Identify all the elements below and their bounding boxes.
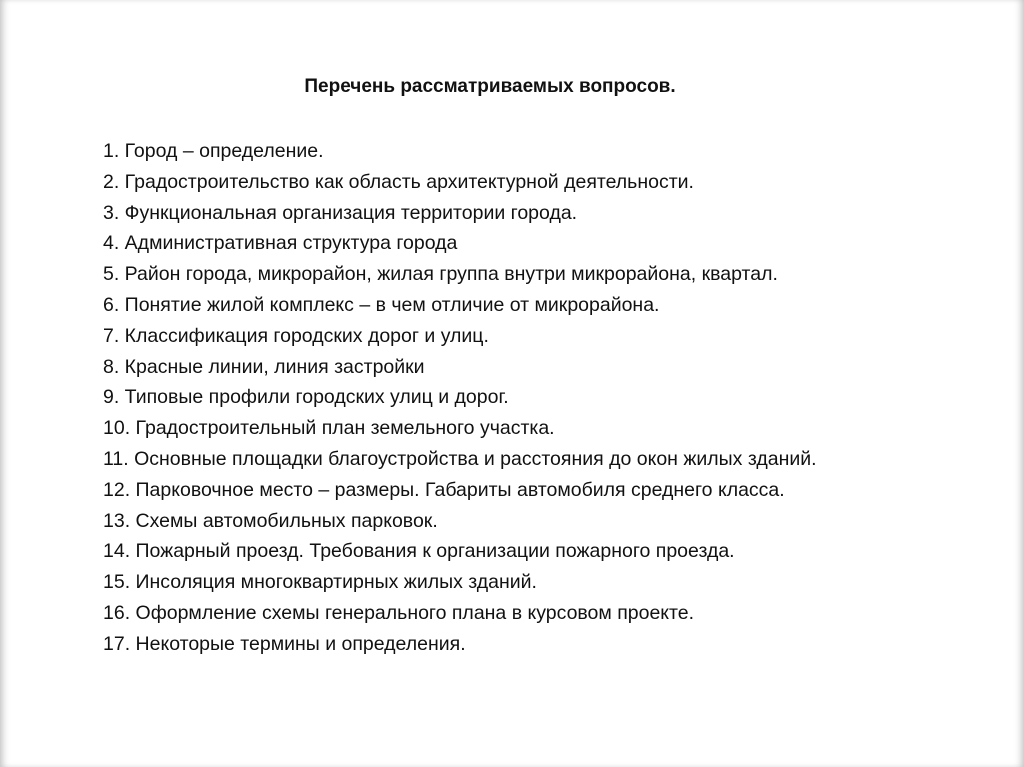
list-item: 14. Пожарный проезд. Требования к организации пожарного проезда. [103, 540, 735, 563]
list-item: 15. Инсоляция многоквартирных жилых зданий. [103, 571, 537, 594]
list-item: 4. Административная структура города [103, 232, 458, 255]
list-item: 8. Красные линии, линия застройки [103, 355, 425, 378]
list-item: 5. Район города, микрорайон, жилая группа внутри микрорайона, квартал. [103, 263, 778, 286]
list-item: 10. Градостроительный план земельного участка. [103, 417, 555, 440]
list-item: 7. Классификация городских дорог и улиц. [103, 324, 489, 347]
list-item: 2. Градостроительство как область архитектурной деятельности. [103, 170, 694, 193]
topics-list [103, 136, 817, 660]
list-item: 12. Парковочное место – размеры. Габариты автомобиля среднего класса. [103, 478, 785, 501]
list-item: 3. Функциональная организация территории города. [103, 201, 578, 224]
list-item: 1. Город – определение. [103, 140, 324, 162]
slide-title: Перечень рассматриваемых вопросов. [304, 76, 676, 97]
list-item: 6. Понятие жилой комплекс – в чем отличие от микрорайона. [103, 293, 660, 316]
list-item: 13. Схемы автомобильных парковок. [103, 509, 438, 532]
list-item: 16. Оформление схемы генерального плана в курсовом проекте. [103, 601, 695, 624]
list-item: 9. Типовые профили городских улиц и дорог. [103, 386, 509, 409]
list-item: 17. Некоторые термины и определения. [103, 632, 466, 655]
list-item: 11. Основные площадки благоустройства и расстояния до окон жилых зданий. [103, 447, 817, 470]
